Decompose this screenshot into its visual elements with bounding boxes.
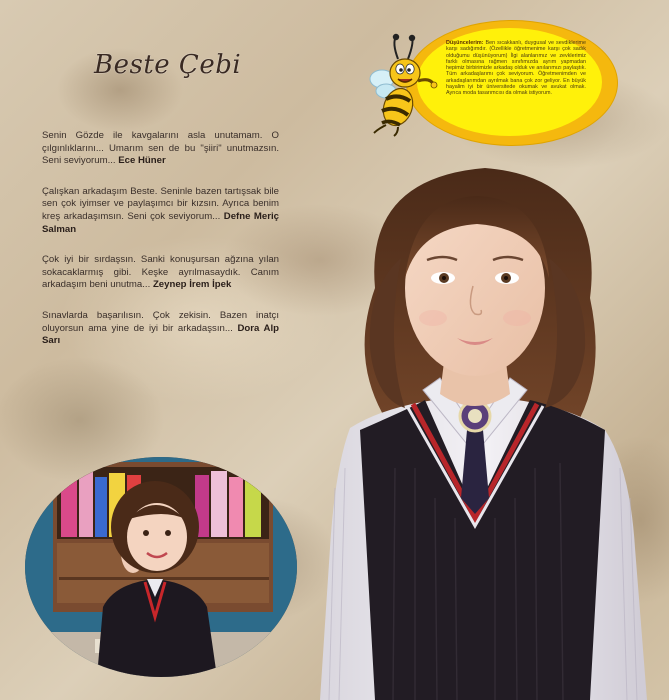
message-author: Dora Alp Sarı — [42, 322, 279, 347]
message-author: Zeynep İrem İpek — [152, 279, 232, 291]
thought-label: Düşüncelerim: — [446, 40, 484, 46]
message-text: Sınavlarda başarılısın. Çok zekisin. Bazen inatçı oluyorsun ama yine de iyi bir arkadaşsın... — [42, 309, 279, 334]
bee-icon — [368, 33, 440, 138]
message-item — [42, 254, 279, 292]
message-item — [42, 130, 279, 168]
childhood-photo-illustration — [25, 457, 297, 677]
page-title: Beste Çebi — [94, 50, 242, 80]
message-author: Defne Meriç Salman — [42, 210, 279, 235]
message-item — [42, 310, 279, 348]
childhood-photo — [25, 457, 297, 677]
message-text: Çok iyi bir sırdaşsın. Sanki konuşursan ağzına yılan sokacaklarmış gibi. Keşke ayrılmasaydık. Canım arkadaşım beni unutma... — [42, 254, 279, 291]
thought-text — [446, 40, 586, 97]
message-item — [42, 186, 279, 236]
message-text: Senin Gözde ile kavgalarını asla unutamam. O çılgınlıklarını... Umarım sen de bu "şiiri" unutmazsın. Seni seviyorum... — [42, 130, 279, 167]
thought-body: Ben sıcakkanlı, duygusal ve sevdiklerime karşı sadığımdır. (Özellikle öğretmenime karşı çok sadık olduğumu düşünüyorum) İlgi alanlarımız ve zevklerimiz farklı olmasına rağmen sınıfımızda ayrım yapmadan hepimiz birbirimizle arkadaş olduk ve anılarımızı paylaştık. Tüm arkadaşlarımı çok seviyorum. Öğretmenimden ve arkadaşlarımdan ayrılmak bana çok zor geliyor. En büyük hayalim iyi bir üniversitede okumak ve avukat olmak. Ayrıca moda tasarımcısı da olmak istiyorum. — [446, 40, 587, 97]
message-author: Ece Hüner — [118, 155, 166, 167]
message-text: Çalışkan arkadaşım Beste. Seninle bazen tartışsak bile sen çok iyimser ve paylaşımcı bir kızsın. Ayrıca benim kreş arkadaşımsın. Seni çok seviyorum... — [42, 185, 279, 222]
main-portrait-photo — [305, 168, 660, 700]
friend-messages — [42, 130, 279, 366]
